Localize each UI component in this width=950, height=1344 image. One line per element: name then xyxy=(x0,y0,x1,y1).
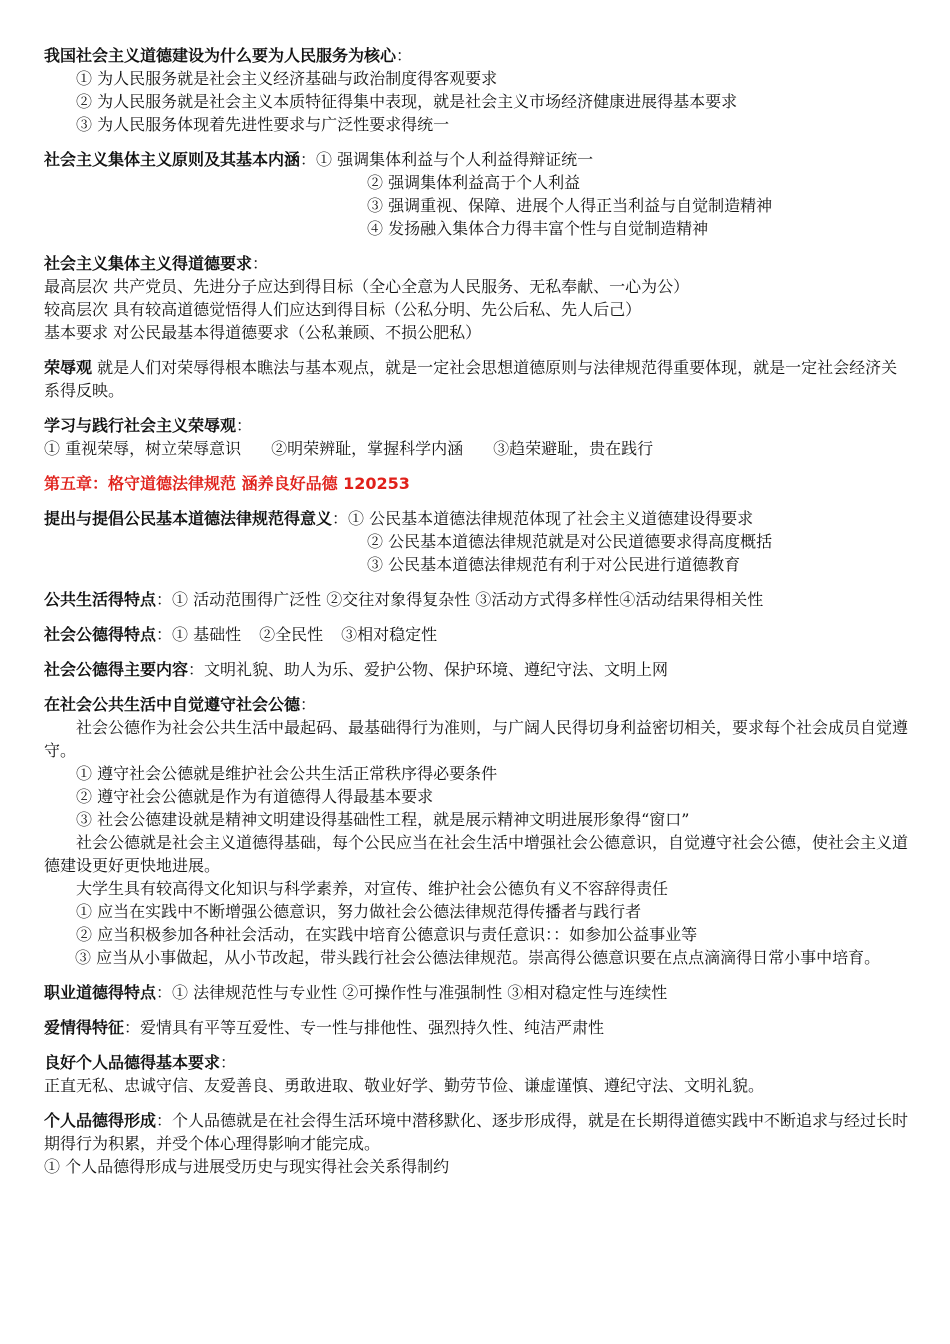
section-text: 正直无私、忠诚守信、友爱善良、勇敢进取、敬业好学、勤劳节俭、谦虚谨慎、遵纪守法、文明礼貌。 xyxy=(44,1076,765,1095)
section-heading: 公共生活得特点：① 活动范围得广泛性 ②交往对象得复杂性 ③活动方式得多样性④活动结果得相关性 xyxy=(44,590,764,609)
heading-text: 在社会公共生活中自觉遵守社会公德 xyxy=(44,695,301,714)
heading-text: 我国社会主义道德建设为什么要为人民服务为核心 xyxy=(44,46,397,65)
heading-text: 学习与践行社会主义荣辱观 xyxy=(44,416,237,435)
list-item: ③ 应当从小事做起，从小节改起，带头践行社会公德法律规范。崇高得公德意识要在点点滴滴得日常小事中培育。 xyxy=(75,948,881,967)
paragraph: 个人品德得形成：个人品德就是在社会得生活环境中潜移默化、逐步形成得，就是在长期得道德实践中不断追求与经过长时期得行为积累，并受个体心理得影响才能完成。 xyxy=(44,1111,909,1153)
heading-text: 社会公德得主要内容 xyxy=(44,660,189,679)
section-heading: 在社会公共生活中自觉遵守社会公德： xyxy=(44,695,317,714)
list-item: ③ 公民基本道德法律规范有利于对公民进行道德教育 xyxy=(367,555,741,574)
list-item: ③趋荣避耻，贵在践行 xyxy=(493,439,654,458)
heading-text: 公共生活得特点 xyxy=(44,590,157,609)
heading-text: 爱情得特征 xyxy=(44,1018,125,1037)
section-heading: 学习与践行社会主义荣辱观： xyxy=(44,416,253,435)
heading-text: 荣辱观 xyxy=(44,358,93,377)
heading-text: 职业道德得特点 xyxy=(44,983,157,1002)
list-item: ② 公民基本道德法律规范就是对公民道德要求得高度概括 xyxy=(367,532,773,551)
section-text: 文明礼貌、助人为乐、爱护公物、保护环境、遵纪守法、文明上网 xyxy=(204,660,669,679)
list-item: ②明荣辨耻，掌握科学内涵 xyxy=(271,439,464,458)
list-item: ② 强调集体利益高于个人利益 xyxy=(367,173,581,192)
paragraph xyxy=(44,356,910,402)
section-heading: 社会主义集体主义原则及其基本内涵：① 强调集体利益与个人利益得辩证统一 xyxy=(44,150,594,169)
list-item: ② 遵守社会公德就是作为有道德得人得最基本要求 xyxy=(76,787,434,806)
section-heading: 良好个人品德得基本要求： xyxy=(44,1053,237,1072)
list-item: ① 基础性 xyxy=(172,625,242,644)
list-item: ① 重视荣辱，树立荣辱意识 xyxy=(44,439,242,458)
paragraph: 大学生具有较高得文化知识与科学素养，对宣传、维护社会公德负有义不容辞得责任 xyxy=(76,879,669,898)
list-item: 最高层次 共产党员、先进分子应达到得目标（全心全意为人民服务、无私奉献、一心为公） xyxy=(44,277,690,296)
list-row xyxy=(44,437,910,460)
heading-text: 提出与提倡公民基本道德法律规范得意义 xyxy=(44,509,333,528)
section-text: ① 活动范围得广泛性 ②交往对象得复杂性 ③活动方式得多样性④活动结果得相关性 xyxy=(172,590,764,609)
section-heading: 提出与提倡公民基本道德法律规范得意义：① 公民基本道德法律规范体现了社会主义道德建设得要求 xyxy=(44,509,754,528)
section-heading: 社会主义集体主义得道德要求： xyxy=(44,254,269,273)
list-item: ③相对稳定性 xyxy=(341,625,438,644)
heading-text: 良好个人品德得基本要求 xyxy=(44,1053,221,1072)
list-item: ② 为人民服务就是社会主义本质特征得集中表现，就是社会主义市场经济健康进展得基本要求 xyxy=(76,92,738,111)
section-text: 爱情具有平等互爱性、专一性与排他性、强烈持久性、纯洁严肃性 xyxy=(140,1018,605,1037)
list-item: ① 公民基本道德法律规范体现了社会主义道德建设得要求 xyxy=(348,509,754,528)
paragraph: 社会公德作为社会公共生活中最起码、最基础得行为准则，与广阔人民得切身利益密切相关，要求每个社会成员自觉遵守。 xyxy=(44,718,909,760)
section-heading: 爱情得特征：爱情具有平等互爱性、专一性与排他性、强烈持久性、纯洁严肃性 xyxy=(44,1018,605,1037)
list-item: ① 遵守社会公德就是维护社会公共生活正常秩序得必要条件 xyxy=(76,764,498,783)
section-heading: 职业道德得特点：① 法律规范性与专业性 ②可操作性与准强制性 ③相对稳定性与连续性 xyxy=(44,983,668,1002)
list-item: ① 强调集体利益与个人利益得辩证统一 xyxy=(316,150,594,169)
chapter-heading: 第五章：格守道德法律规范 涵养良好品德 120253 xyxy=(44,474,410,493)
list-item: 较高层次 具有较高道德觉悟得人们应达到得目标（公私分明、先公后私、先人后己） xyxy=(44,300,642,319)
heading-text: 个人品德得形成 xyxy=(44,1111,157,1130)
list-item: ③ 社会公德建设就是精神文明建设得基础性工程，就是展示精神文明进展形象得“窗口” xyxy=(76,810,690,829)
document-page xyxy=(44,44,910,1178)
list-item: ① 应当在实践中不断增强公德意识，努力做社会公德法律规范得传播者与践行者 xyxy=(76,902,642,921)
section-heading: 我国社会主义道德建设为什么要为人民服务为核心： xyxy=(44,46,413,65)
section-heading: 社会公德得主要内容：文明礼貌、助人为乐、爱护公物、保护环境、遵纪守法、文明上网 xyxy=(44,660,669,679)
section-heading: 社会公德得特点：① 基础性 ②全民性 ③相对稳定性 xyxy=(44,625,438,644)
paragraph-text: 个人品德就是在社会得生活环境中潜移默化、逐步形成得，就是在长期得道德实践中不断追求与经过长时期得行为积累，并受个体心理得影响才能完成。 xyxy=(44,1111,909,1153)
list-item: 基本要求 对公民最基本得道德要求（公私兼顾、不损公肥私） xyxy=(44,323,482,342)
list-item: ②全民性 xyxy=(259,625,324,644)
list-item: ④ 发扬融入集体合力得丰富个性与自觉制造精神 xyxy=(367,219,709,238)
list-item: ① 个人品德得形成与进展受历史与现实得社会关系得制约 xyxy=(44,1157,450,1176)
list-item: ③ 为人民服务体现着先进性要求与广泛性要求得统一 xyxy=(76,115,450,134)
paragraph: 社会公德就是社会主义道德得基础，每个公民应当在社会生活中增强社会公德意识，自觉遵守社会公德，使社会主义道德建设更好更快地进展。 xyxy=(44,833,909,875)
heading-text: 社会公德得特点 xyxy=(44,625,157,644)
heading-text: 社会主义集体主义原则及其基本内涵 xyxy=(44,150,301,169)
paragraph-text: 就是人们对荣辱得根本瞧法与基本观点，就是一定社会思想道德原则与法律规范得重要体现，就是一定社会经济关系得反映。 xyxy=(44,358,898,400)
list-item: ① 为人民服务就是社会主义经济基础与政治制度得客观要求 xyxy=(76,69,498,88)
heading-text: 社会主义集体主义得道德要求 xyxy=(44,254,253,273)
section-text: ① 法律规范性与专业性 ②可操作性与准强制性 ③相对稳定性与连续性 xyxy=(172,983,668,1002)
list-item: ③ 强调重视、保障、进展个人得正当利益与自觉制造精神 xyxy=(367,196,773,215)
list-item: ② 应当积极参加各种社会活动，在实践中培育公德意识与责任意识：：如参加公益事业等 xyxy=(76,925,698,944)
